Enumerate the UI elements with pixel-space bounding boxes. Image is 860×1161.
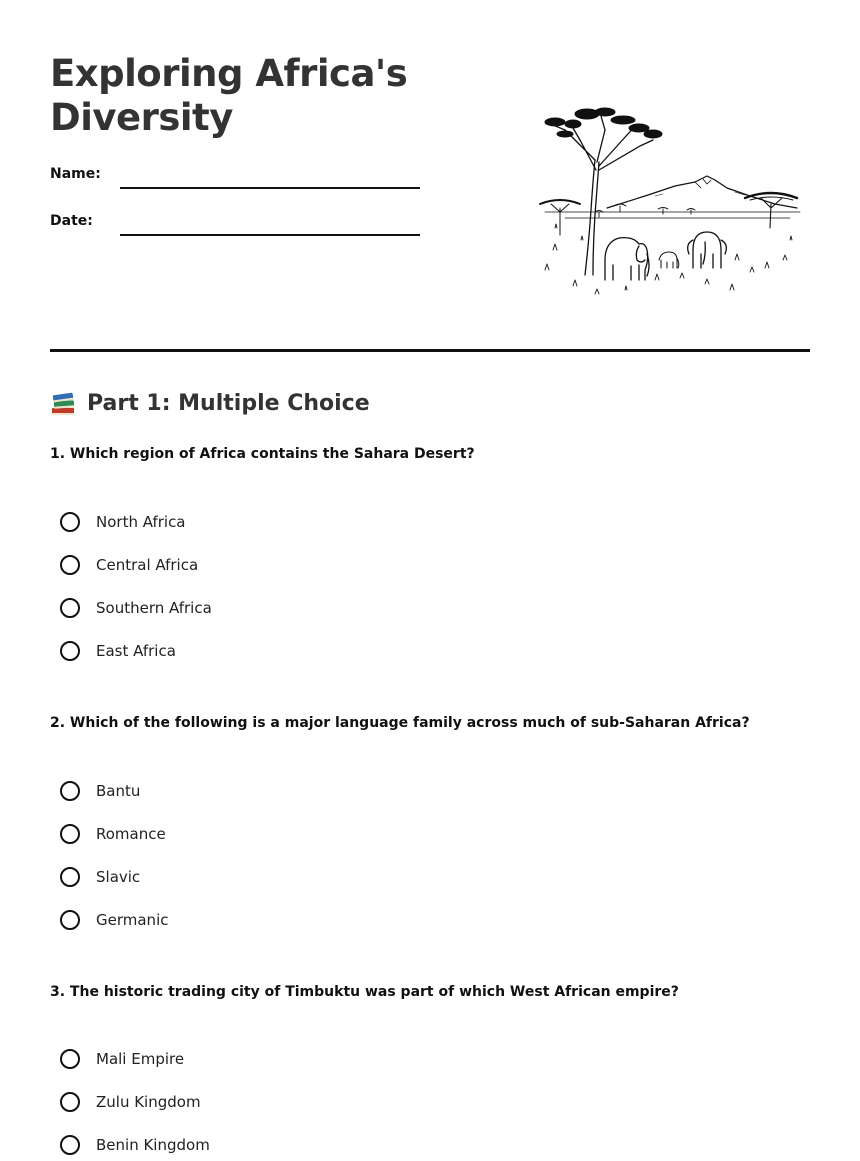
- q3-option-zulu-kingdom[interactable]: [60, 1089, 201, 1115]
- q3-option-benin-kingdom[interactable]: [60, 1132, 210, 1158]
- q1-option-north-africa[interactable]: [60, 509, 186, 535]
- radio-button[interactable]: [60, 512, 80, 532]
- savanna-illustration: [535, 100, 810, 305]
- books-icon: [50, 391, 77, 417]
- radio-button[interactable]: [60, 781, 80, 801]
- radio-button[interactable]: [60, 641, 80, 661]
- date-label: Date:: [50, 213, 93, 229]
- name-field[interactable]: [120, 187, 420, 189]
- q3-option-mali-empire[interactable]: [60, 1046, 184, 1072]
- q2-option-romance[interactable]: [60, 821, 166, 847]
- radio-button[interactable]: [60, 1135, 80, 1155]
- question-3: 3. The historic trading city of Timbuktu was part of which West African empire?: [50, 984, 679, 1000]
- q2-option-slavic[interactable]: [60, 864, 140, 890]
- question-1: 1. Which region of Africa contains the Sahara Desert?: [50, 446, 475, 462]
- radio-button[interactable]: [60, 824, 80, 844]
- option-label: Bantu: [96, 782, 141, 800]
- option-label: North Africa: [96, 513, 186, 531]
- q1-option-east-africa[interactable]: [60, 638, 176, 664]
- radio-button[interactable]: [60, 555, 80, 575]
- radio-button[interactable]: [60, 1092, 80, 1112]
- radio-button[interactable]: [60, 598, 80, 618]
- section-divider: [50, 349, 810, 352]
- q2-option-bantu[interactable]: [60, 778, 140, 804]
- option-label: Romance: [96, 825, 166, 843]
- section-title: Part 1: Multiple Choice: [87, 391, 370, 416]
- question-2: 2. Which of the following is a major language family across much of sub-Saharan Africa?: [50, 715, 750, 731]
- radio-button[interactable]: [60, 910, 80, 930]
- option-label: Benin Kingdom: [96, 1136, 210, 1154]
- section-heading: [50, 390, 370, 418]
- q2-option-germanic[interactable]: [60, 907, 168, 933]
- date-field[interactable]: [120, 234, 420, 236]
- radio-button[interactable]: [60, 867, 80, 887]
- q1-option-central-africa[interactable]: [60, 552, 198, 578]
- option-label: Slavic: [96, 868, 141, 886]
- option-label: Mali Empire: [96, 1050, 185, 1068]
- option-label: Zulu Kingdom: [96, 1093, 201, 1111]
- option-label: Central Africa: [96, 556, 199, 574]
- radio-button[interactable]: [60, 1049, 80, 1069]
- q1-option-southern-africa[interactable]: [60, 595, 212, 621]
- option-label: Germanic: [96, 911, 169, 929]
- option-label: Southern Africa: [96, 599, 212, 617]
- worksheet-title: Exploring Africa's Diversity: [50, 52, 408, 139]
- name-label: Name:: [50, 166, 101, 182]
- option-label: East Africa: [96, 642, 176, 660]
